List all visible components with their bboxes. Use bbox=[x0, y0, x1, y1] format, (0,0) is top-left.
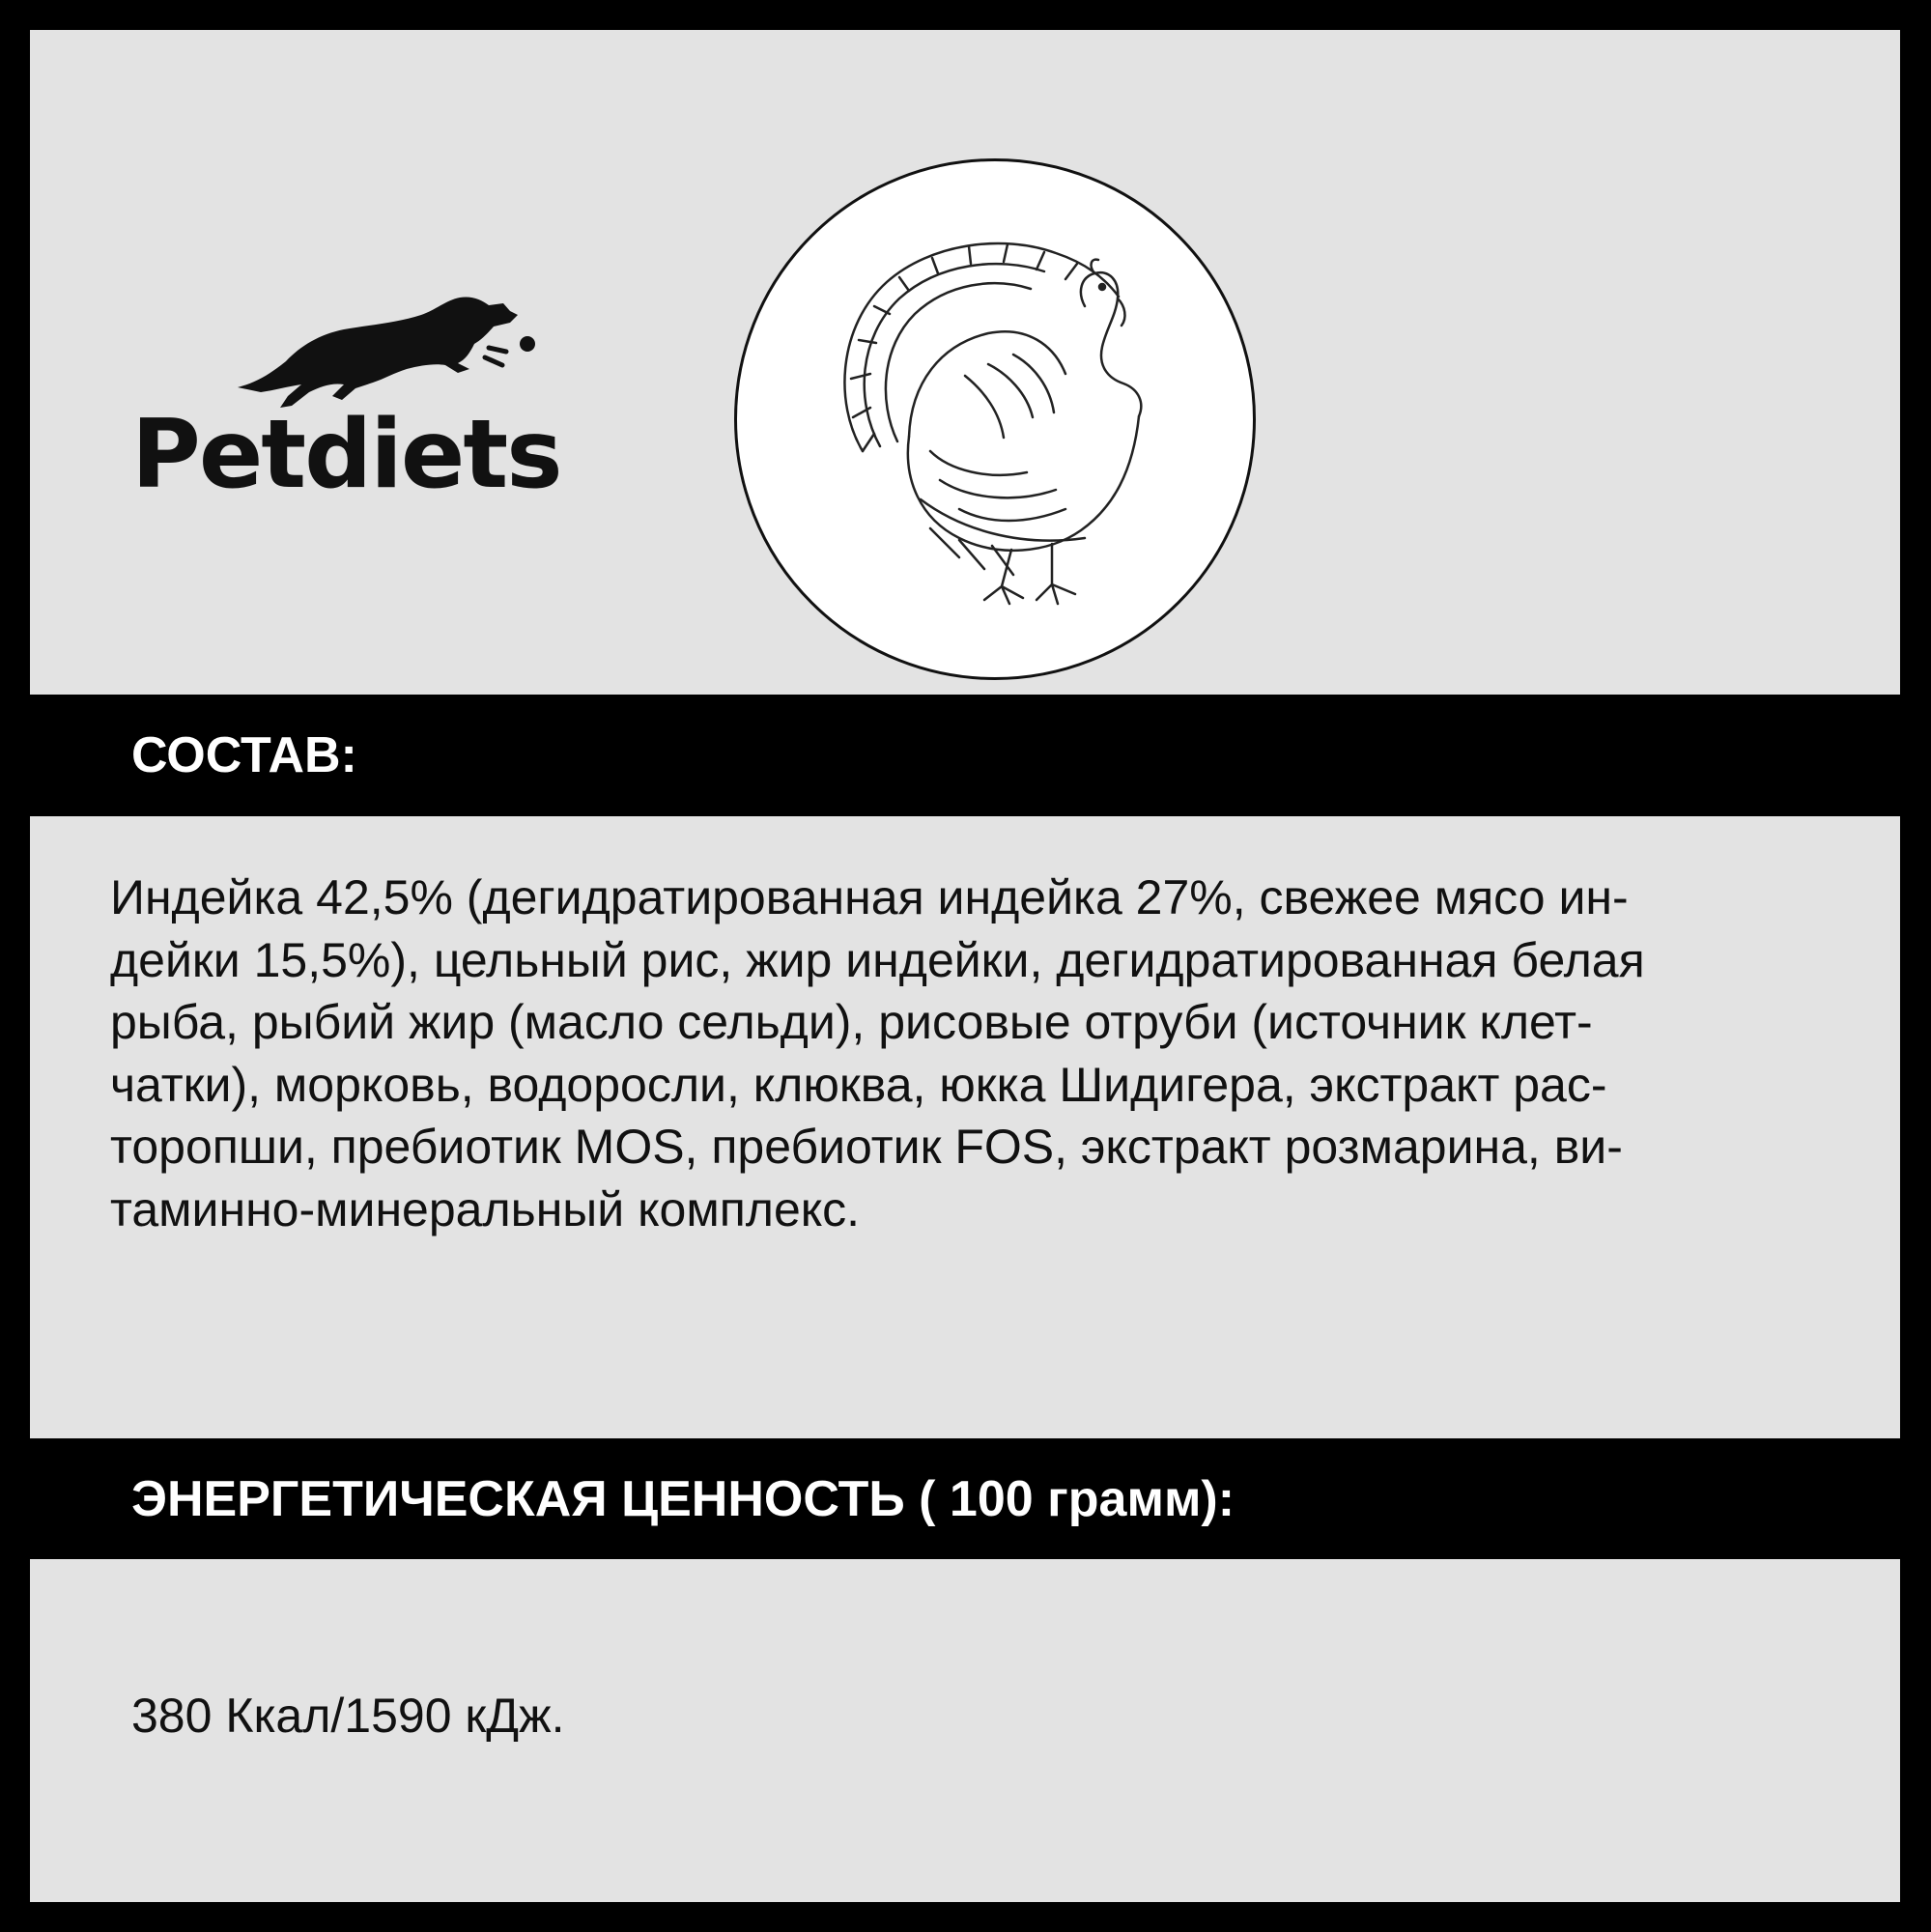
composition-heading: СОСТАВ: bbox=[131, 727, 357, 783]
energy-value: 380 Ккал/1590 кДж. bbox=[131, 1689, 565, 1743]
brand-logo bbox=[131, 276, 595, 518]
header-panel bbox=[30, 30, 1900, 695]
composition-text: Индейка 42,5% (дегидратированная индейка 27%, свежее мясо ин- дейки 15,5%), цельный рис, жир индейки, дегидратированная белая рыба, рыбий жир (масло сельди), рисовые отруби (источник клет- чатки), морковь, водоросли, клюква, юкка Шидигера, экстракт рас- торопши, пребиотик MOS, пребиотик FOS, экстракт розмарина, ви- таминно-минеральный комплекс. bbox=[110, 870, 1645, 1236]
composition-panel bbox=[30, 816, 1900, 1438]
turkey-medallion bbox=[734, 158, 1256, 680]
energy-panel bbox=[30, 1559, 1900, 1902]
turkey-illustration-icon bbox=[795, 210, 1201, 635]
energy-heading: ЭНЕРГЕТИЧЕСКАЯ ЦЕННОСТЬ ( 100 грамм): bbox=[131, 1471, 1235, 1527]
brand-wordmark: Petdiets bbox=[131, 400, 561, 510]
